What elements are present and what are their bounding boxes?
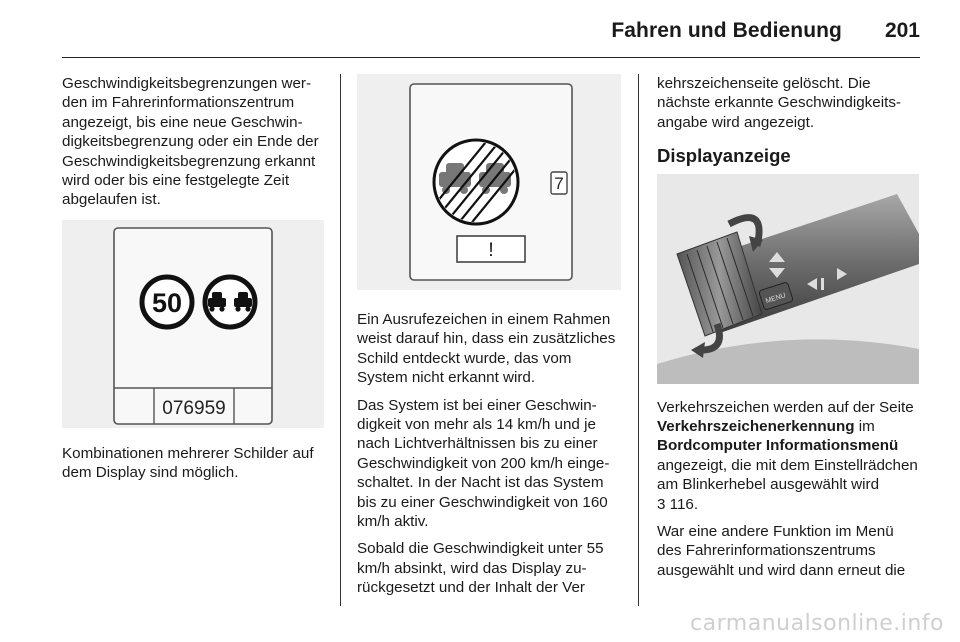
paragraph-reset: Sobald die Geschwindigkeit unter 55 km/h absinkt, wird das Display zurückgesetzt und der Inhalt der Ver xyxy=(357,540,604,597)
paragraph-other-function: War eine andere Funktion im Menü des Fahrerinformationszentrums ausgewählt und wird dann erneut die xyxy=(657,523,906,579)
lever-illustration xyxy=(657,174,919,384)
figure-display-signs xyxy=(62,220,324,428)
column-divider-2 xyxy=(638,74,639,606)
figure-code: 076959 xyxy=(162,397,226,419)
figure-unrecognized-sign xyxy=(357,74,621,290)
watermark: carmanualsonline.info xyxy=(690,611,944,636)
column-divider-1 xyxy=(340,74,341,606)
paragraph-speed-range: Das System ist bei einer Geschwindigkeit von mehr als 14 km/h und je nach Lichtverhältnissen bis zu einer Geschwindigkeit von 200 km/h eingeschaltet. In der Nacht ist das System bis zu einer Geschwindigkeit von 160 km/h aktiv. xyxy=(357,396,610,531)
text-run: Verkehrszeichen werden auf der Seite xyxy=(657,398,914,416)
exclamation-frame: ! xyxy=(488,240,494,261)
paragraph-continued: kehrszeichenseite gelöscht. Die nächste erkannte Geschwindigkeitsangabe wird angezeigt. xyxy=(657,75,901,131)
side-number: 7 xyxy=(554,174,564,193)
text-run: angezeigt, die mit dem Einstellrädchen am Blinkerhebel ausgewählt wird xyxy=(657,456,918,494)
term-trip-computer-menu: Bordcomputer Informationsmenü xyxy=(657,437,899,455)
speed-limit-value: 50 xyxy=(151,287,183,318)
end-of-no-overtaking-illustration xyxy=(357,74,621,290)
column-right xyxy=(657,74,921,588)
header-divider xyxy=(62,57,920,58)
heading-display: Displayanzeige xyxy=(657,145,791,167)
section-title: Fahren und Bedienung xyxy=(611,19,842,42)
paragraph-combinations: Kombinationen mehrerer Schilder auf dem Display sind möglich. xyxy=(62,444,314,482)
paragraph-exclamation: Ein Ausrufezeichen in einem Rahmen weist darauf hin, dass ein zusätzliches Schild entdeckt wurde, das vom System nicht erkannt wird. xyxy=(357,311,616,387)
page-number: 201 xyxy=(884,19,920,42)
figure-turn-signal-lever xyxy=(657,174,919,384)
page-reference-link[interactable]: 3 116. xyxy=(657,495,699,513)
column-left xyxy=(62,74,328,491)
term-traffic-sign-recognition: Verkehrszeichenerkennung xyxy=(657,418,855,436)
paragraph-speed-limit-display: Geschwindigkeitsbegrenzungen werden im Fahrerinformationszentrum angezeigt, bis eine neue Geschwindigkeitsbegrenzung oder ein Ende der Geschwindigkeitsbegrenzung erkannt wird oder bis eine festgelegte Zeit abgelaufen ist. xyxy=(62,75,319,209)
text-run: im xyxy=(854,418,875,436)
column-middle xyxy=(357,74,625,606)
menu-button-label: MENU xyxy=(764,291,787,305)
paragraph-sign-display xyxy=(657,398,921,514)
page-header xyxy=(0,0,960,62)
display-screen-illustration xyxy=(62,220,324,428)
